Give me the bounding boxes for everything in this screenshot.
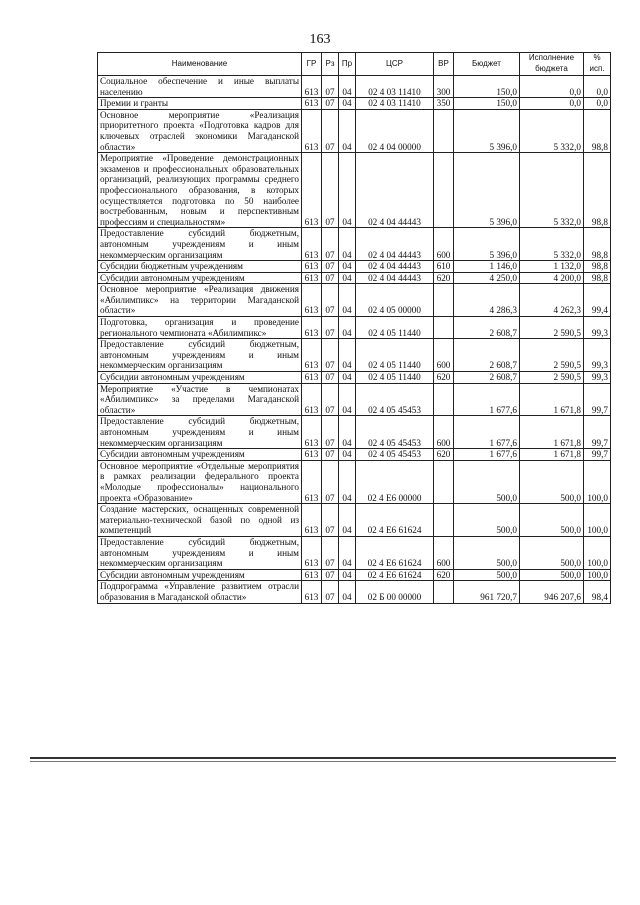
row-rz: 07 xyxy=(322,383,339,416)
row-percent: 99,7 xyxy=(584,449,611,461)
row-execution: 500,0 xyxy=(520,569,584,581)
row-name: Субсидии автономным учреждениям xyxy=(98,372,302,384)
row-percent: 98,4 xyxy=(584,581,611,603)
row-vr xyxy=(434,284,454,317)
page-number: 163 xyxy=(309,32,331,47)
row-gr: 613 xyxy=(302,339,322,372)
row-rz: 07 xyxy=(322,153,339,228)
row-rz: 07 xyxy=(322,76,339,98)
row-name: Основное мероприятие «Реализация приоритетного проекта «Подготовка кадров для ключевых отраслей экономики Магаданской области» xyxy=(98,109,302,152)
row-percent: 98,8 xyxy=(584,153,611,228)
row-execution: 500,0 xyxy=(520,536,584,569)
row-vr: 350 xyxy=(434,98,454,110)
row-name: Основное мероприятие «Отдельные мероприятия в рамках реализации федерального проекта «Молодые профессионалы» национального проекта «Образование» xyxy=(98,460,302,503)
row-pr: 04 xyxy=(339,261,356,273)
row-pr: 04 xyxy=(339,76,356,98)
table-row xyxy=(98,504,611,537)
row-vr xyxy=(434,581,454,603)
row-rz: 07 xyxy=(322,504,339,537)
table-row xyxy=(98,284,611,317)
footer-rule-thick xyxy=(30,757,616,759)
row-percent: 100,0 xyxy=(584,569,611,581)
row-gr: 613 xyxy=(302,109,322,152)
row-budget: 500,0 xyxy=(454,504,520,537)
row-execution: 1 671,8 xyxy=(520,383,584,416)
row-rz: 07 xyxy=(322,261,339,273)
row-csr: 02 4 04 44443 xyxy=(356,261,434,273)
row-name: Основное мероприятие «Реализация движения «Абилимпикс» на территории Магаданской области» xyxy=(98,284,302,317)
row-gr: 613 xyxy=(302,460,322,503)
row-percent: 98,8 xyxy=(584,261,611,273)
row-vr: 600 xyxy=(434,416,454,449)
row-gr: 613 xyxy=(302,228,322,261)
row-csr: 02 4 05 45453 xyxy=(356,416,434,449)
row-gr: 613 xyxy=(302,416,322,449)
row-budget: 150,0 xyxy=(454,76,520,98)
row-gr: 613 xyxy=(302,449,322,461)
table-row xyxy=(98,261,611,273)
row-name: Мероприятие «Участие в чемпионатах «Абилимпикс» за пределами Магаданской области» xyxy=(98,383,302,416)
row-pr: 04 xyxy=(339,339,356,372)
row-execution: 5 332,0 xyxy=(520,228,584,261)
row-csr: 02 4 05 45453 xyxy=(356,449,434,461)
header-budget: Бюджет xyxy=(454,53,520,76)
row-rz: 07 xyxy=(322,581,339,603)
row-execution: 0,0 xyxy=(520,98,584,110)
row-csr: 02 4 05 45453 xyxy=(356,383,434,416)
table-row xyxy=(98,536,611,569)
row-rz: 07 xyxy=(322,317,339,339)
row-budget: 500,0 xyxy=(454,460,520,503)
row-vr: 620 xyxy=(434,569,454,581)
table-row xyxy=(98,460,611,503)
row-name: Создание мастерских, оснащенных современной материально-технической базой по одной из компетенций xyxy=(98,504,302,537)
row-vr: 620 xyxy=(434,449,454,461)
row-rz: 07 xyxy=(322,98,339,110)
row-csr: 02 4 Е6 61624 xyxy=(356,536,434,569)
row-budget: 500,0 xyxy=(454,536,520,569)
row-gr: 613 xyxy=(302,536,322,569)
row-budget: 150,0 xyxy=(454,98,520,110)
row-name: Премии и гранты xyxy=(98,98,302,110)
row-gr: 613 xyxy=(302,504,322,537)
table-row xyxy=(98,372,611,384)
row-csr: 02 4 05 11440 xyxy=(356,317,434,339)
row-percent: 100,0 xyxy=(584,460,611,503)
row-budget: 2 608,7 xyxy=(454,339,520,372)
row-vr xyxy=(434,317,454,339)
header-execution: Исполнение бюджета xyxy=(520,53,584,76)
row-csr: 02 4 05 00000 xyxy=(356,284,434,317)
row-execution: 4 262,3 xyxy=(520,284,584,317)
header-csr: ЦСР xyxy=(356,53,434,76)
row-percent: 99,7 xyxy=(584,383,611,416)
row-vr xyxy=(434,383,454,416)
row-execution: 5 332,0 xyxy=(520,109,584,152)
row-vr: 300 xyxy=(434,76,454,98)
row-gr: 613 xyxy=(302,372,322,384)
table-body xyxy=(98,76,611,604)
row-budget: 1 677,6 xyxy=(454,416,520,449)
row-csr: 02 4 05 11440 xyxy=(356,339,434,372)
row-vr xyxy=(434,153,454,228)
row-execution: 500,0 xyxy=(520,504,584,537)
budget-table xyxy=(97,52,611,604)
table-row xyxy=(98,569,611,581)
row-budget: 5 396,0 xyxy=(454,153,520,228)
row-pr: 04 xyxy=(339,449,356,461)
row-percent: 98,8 xyxy=(584,228,611,261)
row-csr: 02 Б 00 00000 xyxy=(356,581,434,603)
row-execution: 1 132,0 xyxy=(520,261,584,273)
row-gr: 613 xyxy=(302,272,322,284)
row-execution: 2 590,5 xyxy=(520,317,584,339)
row-name: Предоставление субсидий бюджетным, автономным учреждениям и иным некоммерческим организациям xyxy=(98,339,302,372)
row-budget: 1 677,6 xyxy=(454,449,520,461)
row-csr: 02 4 03 11410 xyxy=(356,76,434,98)
row-csr: 02 4 05 11440 xyxy=(356,372,434,384)
footer-rule-thin xyxy=(30,761,616,762)
row-percent: 99,4 xyxy=(584,284,611,317)
row-budget: 5 396,0 xyxy=(454,228,520,261)
row-vr: 600 xyxy=(434,228,454,261)
row-csr: 02 4 Е6 00000 xyxy=(356,460,434,503)
row-pr: 04 xyxy=(339,383,356,416)
header-gr: ГР xyxy=(302,53,322,76)
row-rz: 07 xyxy=(322,449,339,461)
row-csr: 02 4 04 44443 xyxy=(356,272,434,284)
row-csr: 02 4 04 44443 xyxy=(356,153,434,228)
row-execution: 0,0 xyxy=(520,76,584,98)
row-vr: 600 xyxy=(434,339,454,372)
row-execution: 1 671,8 xyxy=(520,416,584,449)
row-name: Предоставление субсидий бюджетным, автономным учреждениям и иным некоммерческим организациям xyxy=(98,416,302,449)
row-csr: 02 4 03 11410 xyxy=(356,98,434,110)
row-rz: 07 xyxy=(322,228,339,261)
row-percent: 98,8 xyxy=(584,272,611,284)
table-row xyxy=(98,416,611,449)
row-vr: 620 xyxy=(434,272,454,284)
row-budget: 2 608,7 xyxy=(454,372,520,384)
row-execution: 500,0 xyxy=(520,460,584,503)
row-name: Предоставление субсидий бюджетным, автономным учреждениям и иным некоммерческим организациям xyxy=(98,228,302,261)
row-rz: 07 xyxy=(322,284,339,317)
table-row xyxy=(98,109,611,152)
row-gr: 613 xyxy=(302,98,322,110)
row-pr: 04 xyxy=(339,536,356,569)
row-budget: 1 677,6 xyxy=(454,383,520,416)
row-name: Субсидии автономным учреждениям xyxy=(98,569,302,581)
row-percent: 99,3 xyxy=(584,372,611,384)
header-name: Наименование xyxy=(98,53,302,76)
row-pr: 04 xyxy=(339,416,356,449)
header-row xyxy=(98,53,611,76)
row-pr: 04 xyxy=(339,372,356,384)
row-name: Субсидии автономным учреждениям xyxy=(98,272,302,284)
table-row xyxy=(98,383,611,416)
row-name: Предоставление субсидий бюджетным, автономным учреждениям и иным некоммерческим организациям xyxy=(98,536,302,569)
row-percent: 100,0 xyxy=(584,536,611,569)
row-gr: 613 xyxy=(302,76,322,98)
row-gr: 613 xyxy=(302,317,322,339)
row-execution: 4 200,0 xyxy=(520,272,584,284)
table-row xyxy=(98,228,611,261)
row-pr: 04 xyxy=(339,109,356,152)
table-row xyxy=(98,98,611,110)
row-csr: 02 4 04 00000 xyxy=(356,109,434,152)
row-vr xyxy=(434,504,454,537)
table-row xyxy=(98,449,611,461)
row-execution: 5 332,0 xyxy=(520,153,584,228)
row-pr: 04 xyxy=(339,317,356,339)
row-budget: 500,0 xyxy=(454,569,520,581)
row-name: Подготовка, организация и проведение регионального чемпионата «Абилимпикс» xyxy=(98,317,302,339)
row-percent: 0,0 xyxy=(584,76,611,98)
row-gr: 613 xyxy=(302,284,322,317)
row-csr: 02 4 04 44443 xyxy=(356,228,434,261)
header-pr: Пр xyxy=(339,53,356,76)
row-csr: 02 4 Е6 61624 xyxy=(356,504,434,537)
row-pr: 04 xyxy=(339,153,356,228)
row-pr: 04 xyxy=(339,460,356,503)
header-percent: % исп. xyxy=(584,53,611,76)
row-name: Субсидии автономным учреждениям xyxy=(98,449,302,461)
row-gr: 613 xyxy=(302,153,322,228)
table-row xyxy=(98,76,611,98)
row-pr: 04 xyxy=(339,272,356,284)
row-budget: 4 250,0 xyxy=(454,272,520,284)
row-rz: 07 xyxy=(322,109,339,152)
row-rz: 07 xyxy=(322,272,339,284)
row-rz: 07 xyxy=(322,339,339,372)
row-name: Подпрограмма «Управление развитием отрасли образования в Магаданской области» xyxy=(98,581,302,603)
row-vr xyxy=(434,460,454,503)
row-gr: 613 xyxy=(302,581,322,603)
row-budget: 961 720,7 xyxy=(454,581,520,603)
row-percent: 0,0 xyxy=(584,98,611,110)
row-gr: 613 xyxy=(302,261,322,273)
row-execution: 946 207,6 xyxy=(520,581,584,603)
row-execution: 2 590,5 xyxy=(520,339,584,372)
row-percent: 99,3 xyxy=(584,317,611,339)
row-pr: 04 xyxy=(339,98,356,110)
row-name: Социальное обеспечение и иные выплаты населению xyxy=(98,76,302,98)
table-row xyxy=(98,581,611,603)
row-rz: 07 xyxy=(322,460,339,503)
row-execution: 2 590,5 xyxy=(520,372,584,384)
row-csr: 02 4 Е6 61624 xyxy=(356,569,434,581)
row-gr: 613 xyxy=(302,383,322,416)
row-percent: 98,8 xyxy=(584,109,611,152)
row-pr: 04 xyxy=(339,569,356,581)
row-vr: 600 xyxy=(434,536,454,569)
row-vr: 620 xyxy=(434,372,454,384)
row-rz: 07 xyxy=(322,372,339,384)
row-pr: 04 xyxy=(339,228,356,261)
row-gr: 613 xyxy=(302,569,322,581)
header-vr: ВР xyxy=(434,53,454,76)
row-percent: 99,3 xyxy=(584,339,611,372)
row-vr: 610 xyxy=(434,261,454,273)
row-execution: 1 671,8 xyxy=(520,449,584,461)
row-pr: 04 xyxy=(339,504,356,537)
row-vr xyxy=(434,109,454,152)
row-budget: 4 286,3 xyxy=(454,284,520,317)
table-row xyxy=(98,339,611,372)
row-pr: 04 xyxy=(339,581,356,603)
row-name: Мероприятие «Проведение демонстрационных экзаменов и профессиональных образовательных организаций, реализующих программы среднего профессионального образования, в которых осуществляется подготовка по 50 наиболее востребованным, новым и перспективным профессиям и специальностям» xyxy=(98,153,302,228)
row-percent: 99,7 xyxy=(584,416,611,449)
row-budget: 5 396,0 xyxy=(454,109,520,152)
row-rz: 07 xyxy=(322,416,339,449)
row-percent: 100,0 xyxy=(584,504,611,537)
row-pr: 04 xyxy=(339,284,356,317)
row-rz: 07 xyxy=(322,569,339,581)
row-budget: 2 608,7 xyxy=(454,317,520,339)
table-header xyxy=(98,53,611,76)
table-row xyxy=(98,153,611,228)
table-row xyxy=(98,272,611,284)
row-name: Субсидии бюджетным учреждениям xyxy=(98,261,302,273)
row-budget: 1 146,0 xyxy=(454,261,520,273)
table-row xyxy=(98,317,611,339)
header-rz: Рз xyxy=(322,53,339,76)
row-rz: 07 xyxy=(322,536,339,569)
